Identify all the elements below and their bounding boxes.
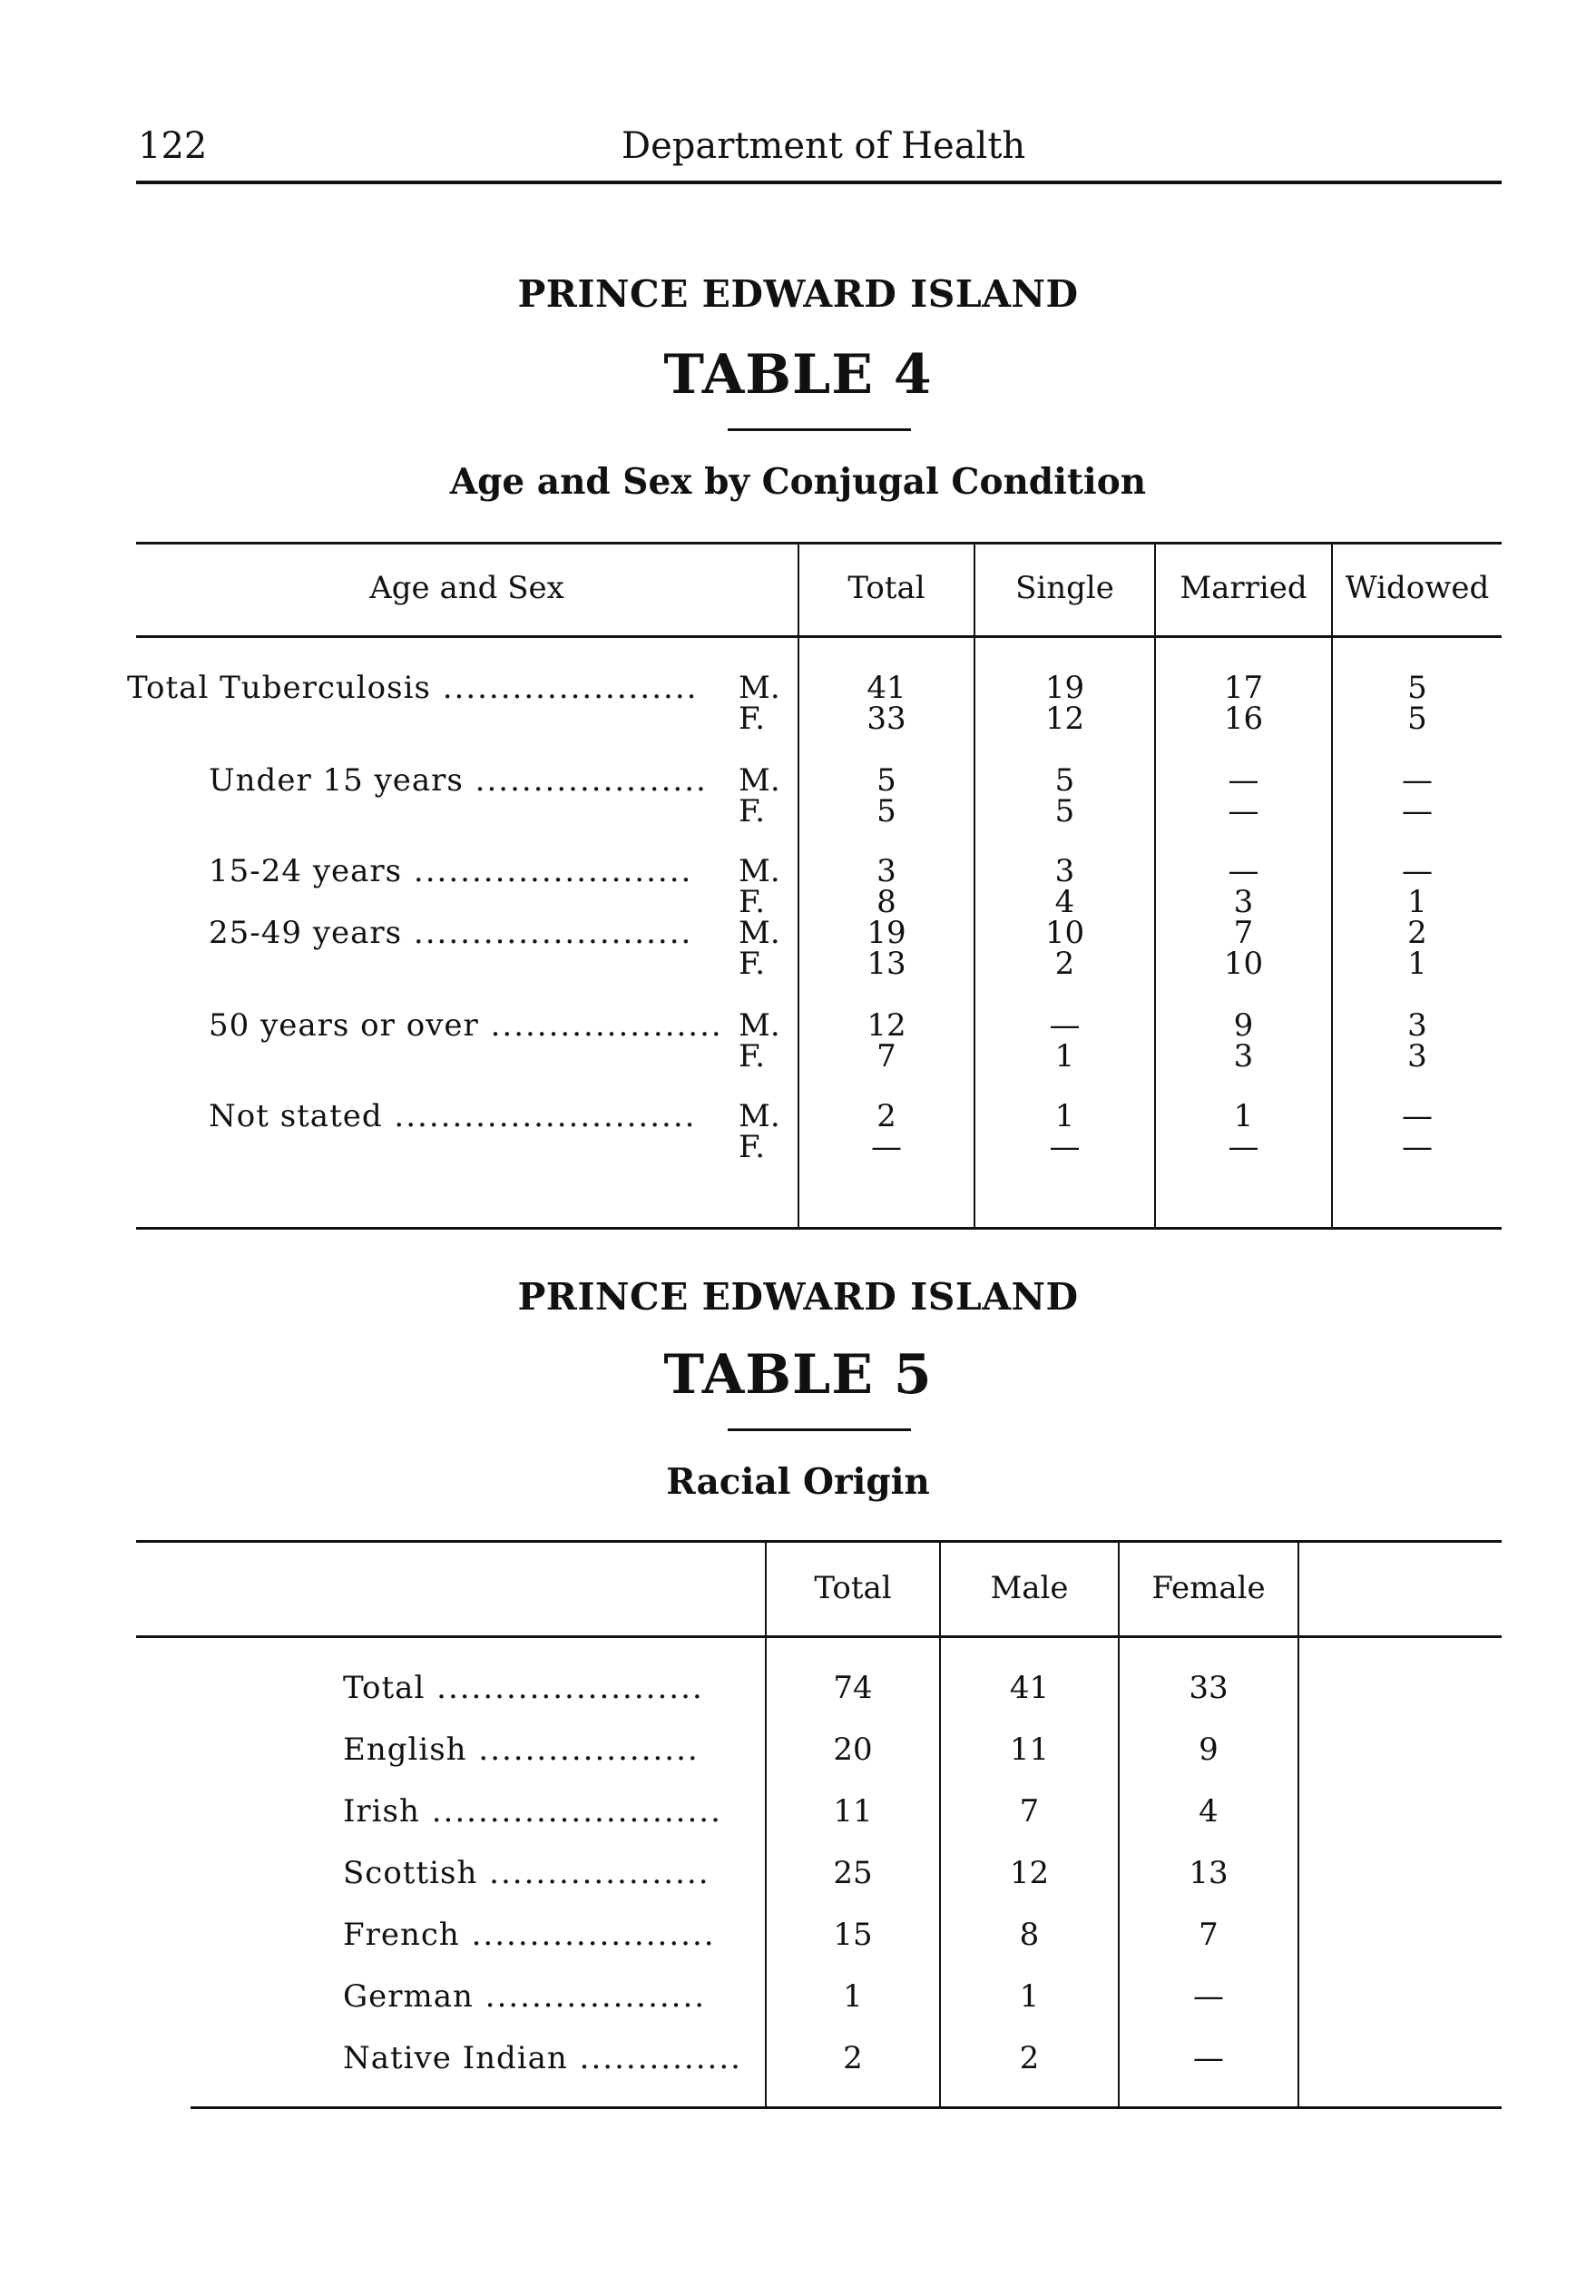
- table4-cell: 19: [867, 915, 906, 951]
- table4-bottom-rule: [136, 1227, 1502, 1230]
- table4-cell: 7: [876, 1038, 896, 1074]
- table4-cell: —: [1228, 1129, 1259, 1165]
- table5-cell: 2: [843, 2040, 863, 2076]
- table4-sex: M.: [739, 915, 780, 951]
- table5-cell: 7: [1019, 1793, 1040, 1830]
- table4-cell: 1: [1054, 1038, 1075, 1074]
- row-label-text: English: [343, 1732, 467, 1768]
- page-number: 122: [138, 125, 208, 167]
- dot-leader: .....................: [459, 1917, 716, 1953]
- table4-cell: 12: [1044, 701, 1085, 737]
- row-label-text: Scottish: [343, 1855, 478, 1891]
- table4-cell: 13: [867, 946, 906, 982]
- table4-cell: 5: [1054, 762, 1075, 799]
- table4-cell: 19: [1044, 670, 1085, 706]
- table4-cell: 7: [1233, 915, 1254, 951]
- table4-row-label: [209, 853, 692, 889]
- table4-header-age-sex: Age and Sex: [369, 570, 564, 606]
- dot-leader: ....................: [463, 762, 708, 799]
- table4-cell: 3: [876, 853, 896, 889]
- table4-title-rule: [728, 428, 911, 431]
- table4-cell: —: [1228, 853, 1259, 889]
- table4-sex: F.: [739, 1129, 766, 1165]
- table4-row-label: [209, 915, 692, 951]
- table4-header-married: Married: [1180, 570, 1307, 606]
- table4-sex: F.: [739, 793, 766, 829]
- table5-title-rule: [728, 1428, 911, 1431]
- table5-cell: —: [1193, 1978, 1224, 2015]
- table4-cell: 5: [1407, 701, 1427, 737]
- running-head: Department of Health: [622, 125, 1026, 167]
- table4-cell: 1: [1407, 946, 1427, 982]
- table4-cell: —: [1402, 853, 1433, 889]
- table5-cell: 20: [833, 1732, 873, 1768]
- table4-row-label: [209, 1098, 696, 1134]
- dot-leader: .......................: [425, 1670, 704, 1706]
- row-label-text: Irish: [343, 1793, 420, 1830]
- table4-cell: 5: [876, 762, 896, 799]
- table4-cell: 10: [1223, 946, 1264, 982]
- table4-cell: 1: [1233, 1098, 1254, 1134]
- dot-leader: ........................: [402, 853, 693, 889]
- table5-row-label: [343, 1978, 706, 2015]
- table4-cell: 41: [867, 670, 906, 706]
- table5-cell: 2: [1019, 2040, 1040, 2076]
- table4-subtitle: Age and Sex by Conjugal Condition: [449, 461, 1147, 503]
- dot-leader: ...................: [466, 1732, 700, 1768]
- table4-row-label: [209, 1007, 723, 1044]
- table4-sex: M.: [739, 1098, 780, 1134]
- table4-cell: 3: [1233, 884, 1254, 920]
- table4-header-widowed: Widowed: [1345, 570, 1490, 606]
- table5-title: TABLE 5: [663, 1343, 933, 1407]
- dot-leader: .........................: [419, 1793, 722, 1830]
- table4-cell: —: [1402, 1098, 1433, 1134]
- table5-cell: 12: [1009, 1855, 1050, 1891]
- table5-cell: 1: [1019, 1978, 1040, 2015]
- dot-leader: ...................: [473, 1978, 707, 2015]
- table4-cell: 5: [876, 793, 896, 829]
- table5-row-label: [343, 1917, 716, 1953]
- dot-leader: ........................: [402, 915, 693, 951]
- table4-sex: F.: [739, 884, 766, 920]
- row-label-text: Under 15 years: [209, 762, 464, 799]
- table5-cell: 8: [1019, 1917, 1040, 1953]
- row-label-text: Total Tuberculosis: [127, 670, 431, 706]
- table4-row-label: [209, 762, 708, 799]
- table4-title: TABLE 4: [663, 343, 933, 407]
- table4-cell: 8: [876, 884, 896, 920]
- row-label-text: Native Indian: [343, 2040, 568, 2076]
- table4-cell: 16: [1223, 701, 1264, 737]
- row-label-text: Not stated: [209, 1098, 383, 1134]
- header-rule: [136, 181, 1502, 184]
- table5-cell: 11: [1009, 1732, 1050, 1768]
- table5-cell: 15: [833, 1917, 873, 1953]
- table4-cell: 33: [867, 701, 906, 737]
- table5-cell: 7: [1199, 1917, 1219, 1953]
- dot-leader: ....................: [478, 1007, 723, 1044]
- table5-header-total: Total: [814, 1570, 892, 1606]
- table4-sex: M.: [739, 670, 780, 706]
- table4-cell: 17: [1223, 670, 1264, 706]
- table4-cell: —: [1049, 1129, 1081, 1165]
- row-label-text: French: [343, 1917, 460, 1953]
- table4-cell: 12: [867, 1007, 906, 1044]
- table5-col-divider: [1297, 1540, 1299, 2106]
- table4-cell: 3: [1407, 1038, 1427, 1074]
- row-label-text: German: [343, 1978, 474, 2015]
- table4-sex: M.: [739, 1007, 780, 1044]
- table4-cell: —: [1228, 762, 1259, 799]
- table4-cell: 3: [1054, 853, 1075, 889]
- table4-cell: —: [1049, 1007, 1081, 1044]
- table4-row-label: [127, 670, 698, 706]
- table4-cell: —: [1228, 793, 1259, 829]
- table4-cell: 5: [1054, 793, 1075, 829]
- table4-header-single: Single: [1015, 570, 1114, 606]
- table4-region: PRINCE EDWARD ISLAND: [517, 272, 1079, 316]
- table5-header-male: Male: [990, 1570, 1069, 1606]
- table4-cell: —: [871, 1129, 902, 1165]
- table5-row-label: [343, 1793, 722, 1830]
- table5-bottom-rule: [191, 2106, 1502, 2109]
- table4-sex: M.: [739, 762, 780, 799]
- table4-header-rule: [136, 635, 1502, 638]
- table4-cell: —: [1402, 793, 1433, 829]
- table4-cell: 2: [876, 1098, 896, 1134]
- table5-cell: 74: [833, 1670, 873, 1706]
- table4-cell: —: [1402, 1129, 1433, 1165]
- table5-header-female: Female: [1151, 1570, 1266, 1606]
- table5-cell: 1: [843, 1978, 863, 2015]
- dot-leader: ..............: [567, 2040, 742, 2076]
- table5-cell: 9: [1199, 1732, 1219, 1768]
- table4-cell: 2: [1407, 915, 1427, 951]
- table5-cell: 11: [833, 1793, 873, 1830]
- table4-cell: 10: [1044, 915, 1085, 951]
- table5-region: PRINCE EDWARD ISLAND: [517, 1275, 1079, 1319]
- dot-leader: ...................: [477, 1855, 710, 1891]
- table5-cell: 4: [1199, 1793, 1219, 1830]
- table4-cell: 1: [1054, 1098, 1075, 1134]
- row-label-text: 15-24 years: [209, 853, 403, 889]
- dot-leader: ..........................: [382, 1098, 697, 1134]
- table4-header-total: Total: [847, 570, 925, 606]
- table4-cell: 3: [1407, 1007, 1427, 1044]
- table4-cell: —: [1402, 762, 1433, 799]
- table4-cell: 3: [1233, 1038, 1254, 1074]
- table5-row-label: [343, 1855, 710, 1891]
- table4-sex: M.: [739, 853, 780, 889]
- table4-cell: 5: [1407, 670, 1427, 706]
- table4-top-rule: [136, 542, 1502, 545]
- table4-sex: F.: [739, 701, 766, 737]
- table5-cell: 33: [1189, 1670, 1229, 1706]
- table5-row-label: [343, 1732, 700, 1768]
- table5-cell: 25: [833, 1855, 873, 1891]
- dot-leader: ......................: [430, 670, 699, 706]
- table4-sex: F.: [739, 1038, 766, 1074]
- table5-cell: 41: [1009, 1670, 1050, 1706]
- table4-sex: F.: [739, 946, 766, 982]
- table5-cell: —: [1193, 2040, 1224, 2076]
- table5-cell: 13: [1189, 1855, 1229, 1891]
- table5-row-label: [343, 1670, 704, 1706]
- table4-cell: 4: [1054, 884, 1075, 920]
- table5-subtitle: Racial Origin: [666, 1461, 930, 1503]
- table4-cell: 2: [1054, 946, 1075, 982]
- row-label-text: 25-49 years: [209, 915, 403, 951]
- row-label-text: Total: [343, 1670, 426, 1706]
- table5-row-label: [343, 2040, 742, 2076]
- table4-cell: 9: [1233, 1007, 1254, 1044]
- row-label-text: 50 years or over: [209, 1007, 479, 1044]
- table4-cell: 1: [1407, 884, 1427, 920]
